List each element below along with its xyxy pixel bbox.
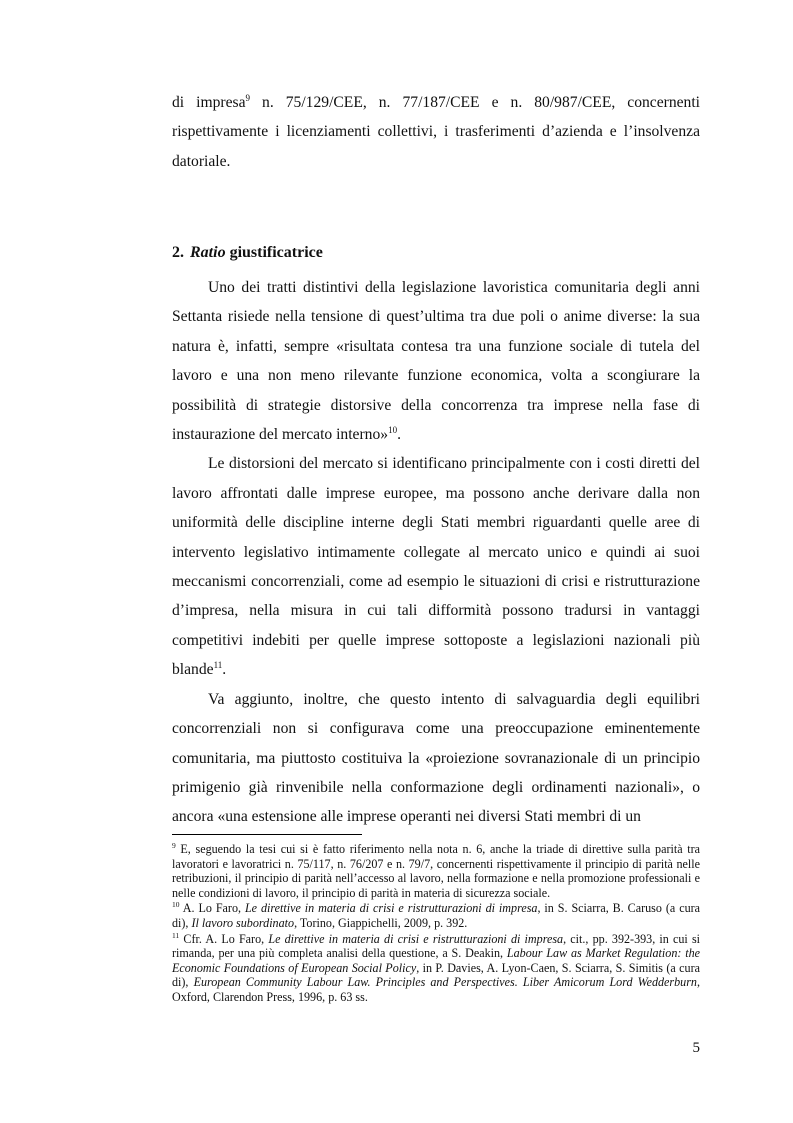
footnote-text: , cit., pp. 392-393, in cui si rimanda, per una più completa analisi della questione, a S. Deakin, xyxy=(172,931,701,961)
paragraph-safeguard xyxy=(172,685,700,832)
footnote-citation-title: Il lavoro subordinato xyxy=(191,915,295,930)
footnote-10 xyxy=(172,901,700,930)
footnote-text: , Oxford, Clarendon Press, 1996, p. 63 ss. xyxy=(172,975,700,1004)
footnote-number: 10 xyxy=(172,900,180,910)
paragraph-text: Va aggiunto, inoltre, che questo intento di salvaguardia degli equilibri concorrenziali non si configurava come una preoccupazione eminentemente comunitaria, ma piuttosto costituiva la «proiezione sovranazionale di un principio primigenio già rinvenibile nella conformazione degli ordinamenti nazionali», o ancora «una estensione alle imprese operanti nei diversi Stati membri di un xyxy=(172,690,700,826)
paragraph-ratio xyxy=(172,273,700,449)
footnote-citation-title: Le direttive in materia di crisi e ristrutturazioni di impresa xyxy=(244,901,538,916)
footnote-citation-title: Labour Law as Market Regulation: the Economic Foundations of European Social Policy xyxy=(172,946,700,975)
footnote-number: 9 xyxy=(172,840,176,850)
section-body xyxy=(172,273,700,832)
footnote-ref-10[interactable]: 10 xyxy=(388,424,398,435)
footnote-text: Cfr. A. Lo Faro, xyxy=(179,931,269,946)
paragraph-distortions xyxy=(172,449,700,684)
footnote-text: E, seguendo la tesi cui si è fatto riferimento nella nota n. 6, anche la triade di direttive sulla parità tra lavoratori e lavoratrici n. 75/117, n. 76/207 e n. 79/7, concernenti rispettivamente il principio di parità nelle retribuzioni, il principio di parità nell’accesso al lavoro, nella formazione e nella promozione professionali e nelle condizioni di lavoro, il principio di parità in materia di sicurezza sociale. xyxy=(172,842,700,900)
paragraph-text: di impresa xyxy=(172,94,246,111)
footnote-11 xyxy=(172,932,700,1005)
footnote-ref-11[interactable]: 11 xyxy=(213,660,223,671)
paragraph-text: Le distorsioni del mercato si identificano principalmente con i costi diretti del lavoro affrontati dalle imprese europee, ma possono anche derivare dalla non uniformità delle discipline interne degli Stati membri riguardanti quelle aree di intervento legislativo intimamente collegate al mercato unico e quindi ai suoi meccanismi concorrenziali, come ad esempio le situazioni di crisi e ristrutturazione d’impresa, nella misura in cui tali difformità possono tradursi in vantaggi competitivi indebiti per quelle imprese sottoposte a legislazioni nazionali più blande xyxy=(172,455,700,679)
footnotes xyxy=(172,842,700,1006)
footnote-citation-title: European Community Labour Law. Principles and Perspectives. Liber Amicorum Lord Wedderburn xyxy=(193,975,697,990)
section-heading xyxy=(172,244,323,262)
punctuation: . xyxy=(222,661,227,679)
footnote-9 xyxy=(172,842,700,900)
paragraph-text: Uno dei tratti distintivi della legislazione lavoristica comunitaria degli anni Settanta risiede nella tensione di quest’ultima tra due poli o anime diverse: la sua natura è, infatti, sempre «risultata contesa tra una funzione sociale di tutela del lavoro e una non meno rilevante funzione economica, volta a scongiurare la possibilità di strategie distorsive della concorrenza tra imprese nella fase di instaurazione del mercato interno» xyxy=(172,279,700,444)
section-title-italic: Ratio xyxy=(190,244,226,261)
paragraph-text: n. 75/129/CEE, n. 77/187/CEE e n. 80/987/CEE, concernenti rispettivamente i licenziamenti collettivi, i trasferimenti d’azienda e l’insolvenza datoriale. xyxy=(172,94,700,170)
page-number: 5 xyxy=(692,1040,700,1056)
footnote-text: , in P. Davies, A. Lyon-Caen, S. Sciarra, S. Simitis (a cura di), xyxy=(172,960,700,990)
section-title-rest: giustificatrice xyxy=(225,244,323,261)
footnote-number: 11 xyxy=(172,930,180,940)
punctuation: . xyxy=(397,426,401,444)
footnote-ref-9[interactable]: 9 xyxy=(245,92,251,103)
footnote-text: , in S. Sciarra, B. Caruso (a cura di), xyxy=(172,901,701,930)
footnote-citation-title: Le direttive in materia di crisi e ristrutturazioni di impresa xyxy=(268,931,564,946)
paragraph-intro xyxy=(172,88,700,176)
footnote-text: A. Lo Faro, xyxy=(179,901,245,916)
footnote-separator xyxy=(172,834,362,835)
footnote-text: , Torino, Giappichelli, 2009, p. 392. xyxy=(294,915,468,930)
section-number: 2. xyxy=(172,244,184,261)
